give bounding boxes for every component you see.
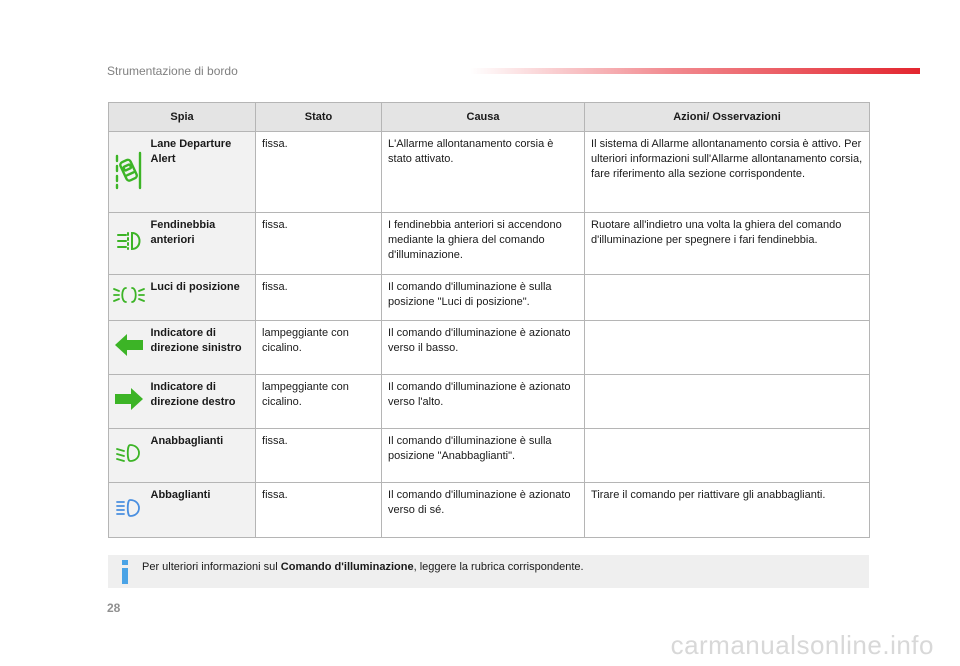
stato-cell: fissa.: [256, 429, 382, 483]
azioni-cell: Il sistema di Allarme allontanamento corsia è attivo. Per ulteriori informazioni sull'Allarme allontanamento corsia, fare riferimento alla sezione corrispondente.: [585, 132, 870, 213]
high-beam-icon: [116, 499, 142, 522]
front-fog-light-icon: [116, 231, 142, 256]
table-row: [109, 375, 870, 429]
left-turn-signal-icon: [114, 333, 144, 362]
stato-cell: lampeggiante con cicalino.: [256, 375, 382, 429]
azioni-cell: [585, 275, 870, 321]
info-note-text: [142, 561, 584, 573]
stato-cell: fissa.: [256, 132, 382, 213]
column-header-causa: Causa: [382, 103, 585, 132]
section-title: Strumentazione di bordo: [107, 64, 238, 78]
azioni-cell: [585, 375, 870, 429]
light-name: Luci di posizione: [149, 275, 256, 321]
column-header-stato: Stato: [256, 103, 382, 132]
table-row: [109, 321, 870, 375]
table-row: [109, 213, 870, 275]
causa-cell: I fendinebbia anteriori si accendono mediante la ghiera del comando d'illuminazione.: [382, 213, 585, 275]
stato-cell: fissa.: [256, 275, 382, 321]
causa-cell: Il comando d'illuminazione è azionato verso l'alto.: [382, 375, 585, 429]
info-icon: [120, 560, 130, 584]
light-name: Indicatore di direzione sinistro: [149, 321, 256, 375]
table-row: [109, 275, 870, 321]
position-lights-icon: [113, 286, 145, 309]
info-note-suffix: , leggere la rubrica corrispondente.: [413, 561, 584, 573]
azioni-cell: Tirare il comando per riattivare gli anabbaglianti.: [585, 483, 870, 538]
light-name: Lane Departure Alert: [149, 132, 256, 213]
watermark: carmanualsonline.info: [670, 630, 934, 660]
column-header-spia: Spia: [109, 103, 256, 132]
causa-cell: Il comando d'illuminazione è azionato verso il basso.: [382, 321, 585, 375]
azioni-cell: [585, 429, 870, 483]
stato-cell: fissa.: [256, 213, 382, 275]
light-name: Anabbaglianti: [149, 429, 256, 483]
header-accent-line: [470, 68, 920, 74]
info-note-prefix: Per ulteriori informazioni sul: [142, 561, 281, 573]
table-row: [109, 429, 870, 483]
table-header-row: [109, 103, 870, 132]
table-row: [109, 483, 870, 538]
light-name: Abbaglianti: [149, 483, 256, 538]
light-name: Fendinebbia anteriori: [149, 213, 256, 275]
right-turn-signal-icon: [114, 387, 144, 416]
stato-cell: fissa.: [256, 483, 382, 538]
azioni-cell: [585, 321, 870, 375]
table-row: [109, 132, 870, 213]
stato-cell: lampeggiante con cicalino.: [256, 321, 382, 375]
lane-departure-icon: [114, 150, 144, 195]
causa-cell: Il comando d'illuminazione è sulla posizione "Luci di posizione".: [382, 275, 585, 321]
warning-lights-table: [108, 102, 870, 538]
causa-cell: Il comando d'illuminazione è sulla posizione "Anabbaglianti".: [382, 429, 585, 483]
info-note-bold[interactable]: Comando d'illuminazione: [280, 561, 414, 573]
azioni-cell: Ruotare all'indietro una volta la ghiera del comando d'illuminazione per spegnere i fari fendinebbia.: [585, 213, 870, 275]
column-header-azioni: Azioni/ Osservazioni: [585, 103, 870, 132]
page-number: 28: [107, 601, 121, 615]
info-note: [108, 555, 869, 588]
causa-cell: L'Allarme allontanamento corsia è stato attivato.: [382, 132, 585, 213]
low-beam-icon: [116, 444, 142, 467]
causa-cell: Il comando d'illuminazione è azionato verso di sé.: [382, 483, 585, 538]
light-name: Indicatore di direzione destro: [149, 375, 256, 429]
